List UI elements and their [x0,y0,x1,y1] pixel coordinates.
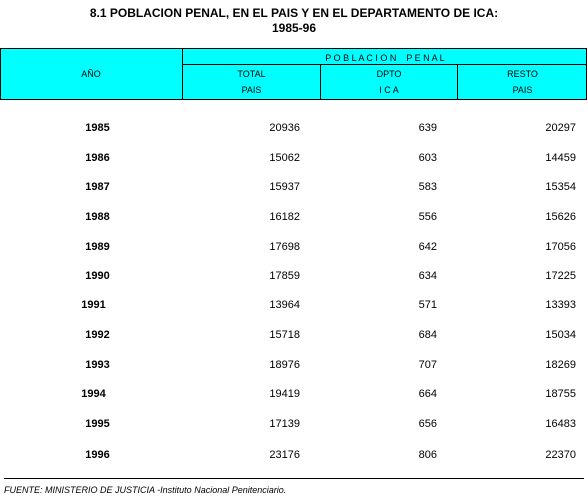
table-period: 1985-96 [271,21,317,35]
ica-cell: 583 [418,181,437,193]
ica-cell: 642 [418,241,437,253]
resto-cell: 20297 [545,122,576,134]
ica-cell: 707 [418,359,437,371]
table-row [0,269,588,283]
table-row [0,240,588,254]
year-cell: 1994 [81,388,106,400]
table-title: 8.1 POBLACION PENAL, EN EL PAIS Y EN EL DEPARTAMENTO DE ICA: [89,6,499,20]
ica-cell: 684 [418,329,437,341]
resto-cell: 15626 [545,211,576,223]
table-bottom-rule [4,478,584,479]
column-header-total-sub: PAIS [241,85,262,95]
year-cell: 1992 [85,329,110,341]
year-cell: 1995 [85,418,110,430]
source-note: FUENTE: MINISTERIO DE JUSTICIA -Instituto Nacional Penitenciario. [4,485,287,495]
total-cell: 15062 [269,152,300,164]
header-divider [182,64,587,65]
column-header-ica-sub: I C A [379,85,399,95]
resto-cell: 15034 [545,329,576,341]
total-cell: 17698 [269,241,300,253]
table-row [0,358,588,372]
total-cell: 19419 [269,388,300,400]
year-column-header: AÑO [81,69,101,79]
table-row [0,180,588,194]
table-row [0,387,588,401]
resto-cell: 17056 [545,241,576,253]
column-header-resto-sub: PAIS [512,85,533,95]
ica-cell: 806 [418,449,437,461]
total-cell: 17139 [269,418,300,430]
resto-cell: 18269 [545,359,576,371]
year-cell: 1993 [85,359,110,371]
year-cell: 1989 [85,241,110,253]
ica-cell: 556 [418,211,437,223]
total-cell: 20936 [269,122,300,134]
year-cell: 1987 [85,181,110,193]
resto-cell: 14459 [545,152,576,164]
resto-cell: 13393 [545,299,576,311]
table-row [0,210,588,224]
table-row [0,448,588,462]
total-cell: 13964 [269,299,300,311]
resto-cell: 22370 [545,449,576,461]
year-cell: 1991 [81,299,106,311]
resto-cell: 15354 [545,181,576,193]
year-cell: 1996 [85,449,110,461]
ica-cell: 634 [418,270,437,282]
year-cell: 1988 [85,211,110,223]
group-header: P O B L A C I O N P E N A L [325,53,445,63]
year-cell: 1985 [85,122,110,134]
table-row [0,121,588,135]
ica-cell: 656 [418,418,437,430]
column-header-total: TOTAL [237,69,266,79]
ica-cell: 639 [418,122,437,134]
column-header-resto: RESTO [507,69,538,79]
ica-cell: 603 [418,152,437,164]
resto-cell: 17225 [545,270,576,282]
total-cell: 16182 [269,211,300,223]
table-row [0,328,588,342]
total-cell: 17859 [269,270,300,282]
resto-cell: 16483 [545,418,576,430]
table-row [0,151,588,165]
column-header-ica: DPTO [376,69,402,79]
table-row [0,298,588,312]
total-cell: 23176 [269,449,300,461]
total-cell: 15937 [269,181,300,193]
total-cell: 15718 [269,329,300,341]
total-cell: 18976 [269,359,300,371]
resto-cell: 18755 [545,388,576,400]
year-cell: 1990 [85,270,110,282]
year-cell: 1986 [85,152,110,164]
table-row [0,417,588,431]
ica-cell: 571 [418,299,437,311]
ica-cell: 664 [418,388,437,400]
